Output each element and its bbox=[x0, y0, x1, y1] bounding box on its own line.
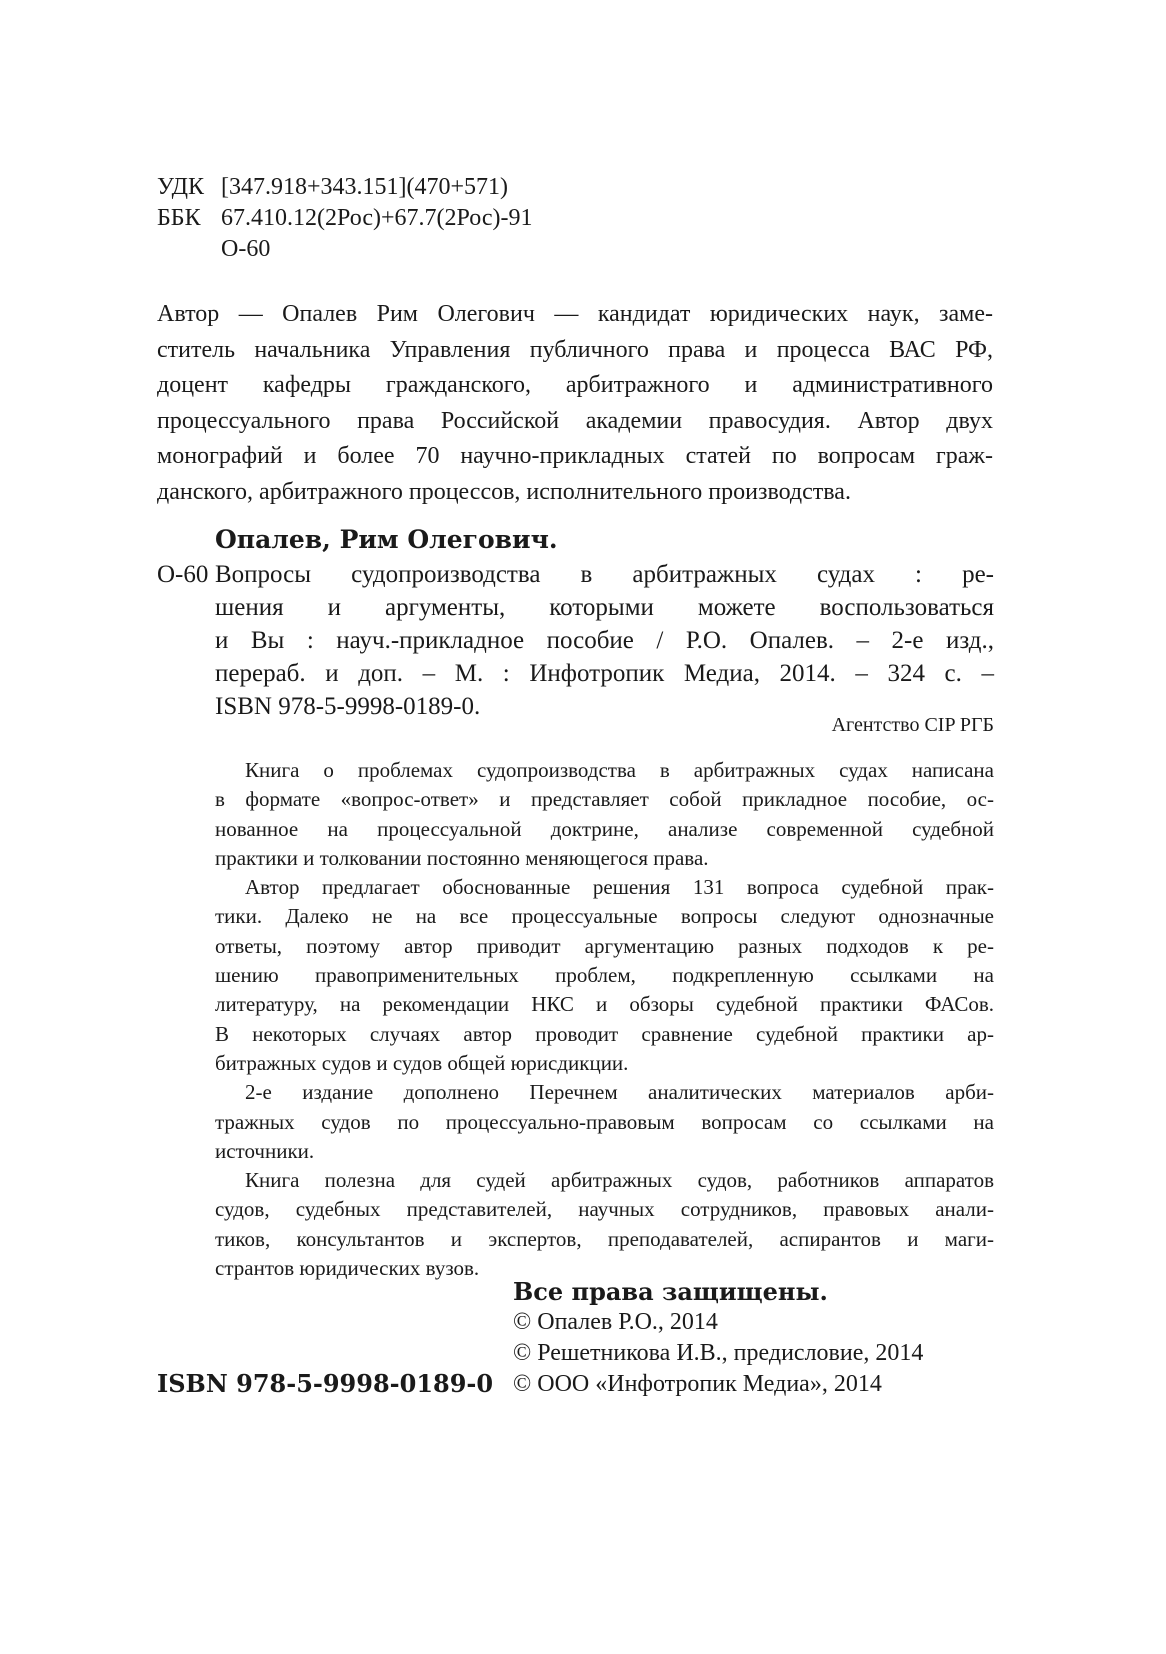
bibliography-author: Опалев, Рим Олегович. bbox=[215, 525, 558, 554]
copyright-line: © Опалев Р.О., 2014 bbox=[513, 1309, 718, 1335]
bibliography-line: перераб. и доп. – М. : Инфотропик Медиа, 2014. – 324 с. – bbox=[215, 660, 994, 687]
abstract-line: тики. Далеко не на все процессуальные вопросы следуют однозначные bbox=[215, 904, 994, 929]
bbk-label: ББК bbox=[157, 205, 201, 231]
author-info-line: процессуального права Российской академии правосудия. Автор двух bbox=[157, 407, 993, 434]
abstract-line: шению правоприменительных проблем, подкрепленную ссылками на bbox=[215, 963, 994, 988]
author-info-line: монографий и более 70 научно-прикладных статей по вопросам граж- bbox=[157, 443, 993, 469]
abstract-line: источники. bbox=[215, 1138, 315, 1163]
abstract-line: нованное на процессуальной доктрине, анализе современной судебной bbox=[215, 816, 994, 841]
abstract-line: практики и толковании постоянно меняющегося права. bbox=[215, 845, 709, 870]
abstract-line: битражных судов и судов общей юрисдикции. bbox=[215, 1050, 629, 1075]
author-info bbox=[157, 297, 993, 510]
copyright-line: © Решетникова И.В., предисловие, 2014 bbox=[513, 1340, 924, 1366]
abstract-line: 2-е издание дополнено Перечнем аналитических материалов арби- bbox=[245, 1080, 994, 1105]
abstract-line: в формате «вопрос-ответ» и представляет собой прикладное пособие, ос- bbox=[215, 787, 994, 812]
isbn: ISBN 978-5-9998-0189-0 bbox=[157, 1369, 494, 1398]
rights-block bbox=[513, 1276, 923, 1400]
udk-value: [347.918+343.151](470+571) bbox=[221, 174, 509, 200]
copyright-line: © ООО «Инфотропик Медиа», 2014 bbox=[513, 1371, 882, 1397]
abstract-line: Книга полезна для судей арбитражных судов, работников аппаратов bbox=[245, 1168, 994, 1193]
bibliography-line: Вопросы судопроизводства в арбитражных судах : ре- bbox=[215, 561, 994, 588]
author-mark-row bbox=[157, 234, 533, 265]
bibliography-code: О-60 bbox=[157, 561, 209, 588]
author-info-line: Автор — Опалев Рим Олегович — кандидат юридических наук, заме- bbox=[157, 301, 993, 327]
abstract-line: В некоторых случаях автор проводит сравнение судебной практики ар- bbox=[215, 1021, 994, 1046]
abstract-line: судов, судебных представителей, научных сотрудников, правовых анали- bbox=[215, 1197, 994, 1222]
author-mark: О-60 bbox=[221, 236, 271, 262]
udk-row bbox=[157, 172, 533, 203]
bibliography-line: ISBN 978-5-9998-0189-0. bbox=[215, 693, 481, 720]
author-info-line: ститель начальника Управления публичного права и процесса ВАС РФ, bbox=[157, 336, 993, 363]
abstract-line: тиков, консультантов и экспертов, преподавателей, аспирантов и маги- bbox=[215, 1226, 994, 1251]
rights-title: Все права защищены. bbox=[513, 1277, 828, 1306]
bbk-row bbox=[157, 203, 533, 234]
author-info-line: доцент кафедры гражданского, арбитражного и административного bbox=[157, 372, 993, 398]
abstract bbox=[215, 756, 994, 1283]
abstract-line: ответы, поэтому автор приводит аргументацию разных подходов к ре- bbox=[215, 933, 994, 958]
bibliography-line: и Вы : науч.-прикладное пособие / Р.О. Опалев. – 2-е изд., bbox=[215, 627, 994, 654]
abstract-line: тражных судов по процессуально-правовым вопросам со ссылками на bbox=[215, 1109, 994, 1134]
bbk-value: 67.410.12(2Рос)+67.7(2Рос)-91 bbox=[221, 205, 533, 231]
abstract-line: литературу, на рекомендации НКС и обзоры судебной практики ФАСов. bbox=[215, 992, 994, 1017]
abstract-line: Автор предлагает обоснованные решения 131 вопроса судебной прак- bbox=[245, 875, 994, 900]
abstract-line: Книга о проблемах судопроизводства в арбитражных судах написана bbox=[245, 758, 994, 782]
classification-codes bbox=[157, 172, 533, 265]
udk-label: УДК bbox=[157, 174, 204, 200]
bibliography-line: шения и аргументы, которыми можете воспользоваться bbox=[215, 594, 994, 621]
bibliography-description bbox=[215, 558, 994, 723]
abstract-line: странтов юридических вузов. bbox=[215, 1256, 480, 1281]
cip-agency: Агентство CIP РГБ bbox=[831, 714, 994, 736]
author-info-line: данского, арбитражного процессов, исполнительного производства. bbox=[157, 478, 851, 505]
